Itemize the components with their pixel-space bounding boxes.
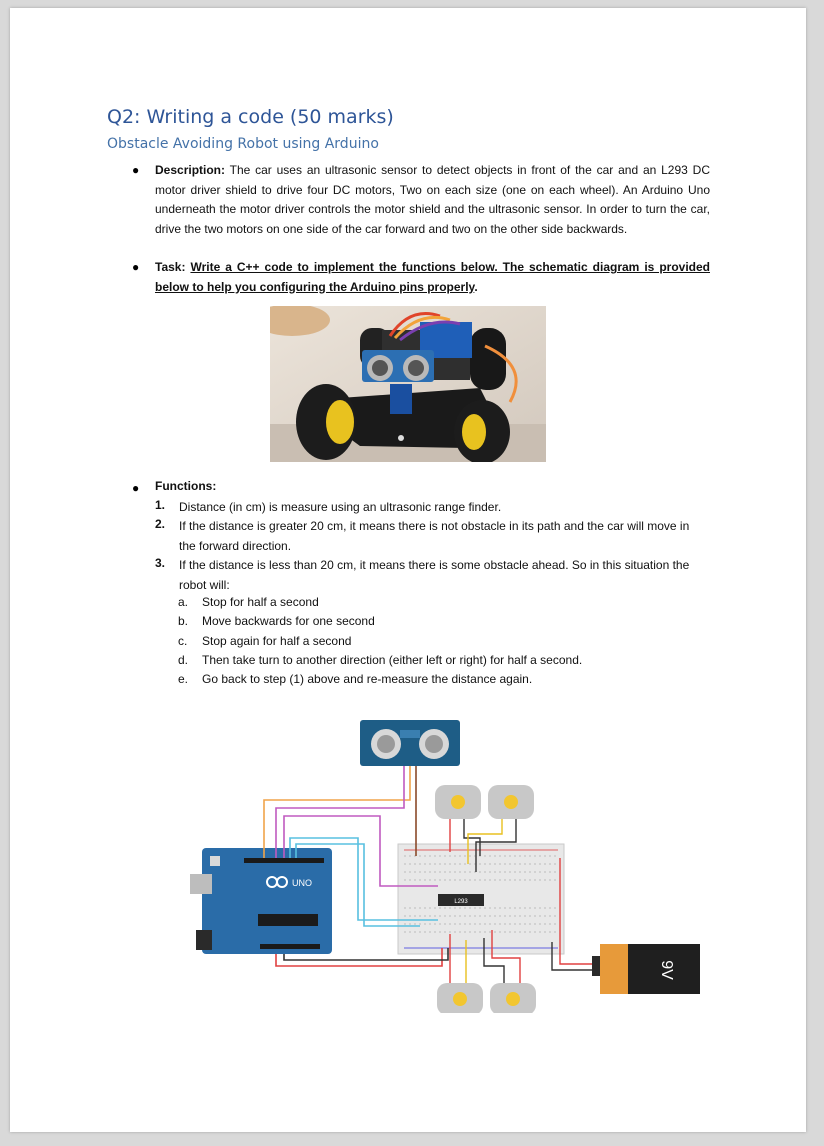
sub-letter: b. — [178, 614, 189, 628]
bullet-icon: ● — [132, 163, 140, 177]
sub-list-item — [178, 634, 351, 648]
dc-motor — [437, 983, 483, 1013]
list-number: 2. — [155, 517, 166, 531]
sub-text: Then take turn to another direction (either left or right) for half a second. — [202, 653, 583, 667]
task-paragraph: Task: Write a C++ code to implement the functions below. The schematic diagram is provided below to help you configuring the Arduino pins properly. — [155, 260, 710, 294]
circuit-schematic — [180, 708, 700, 1013]
sub-text: Move backwards for one second — [202, 614, 375, 628]
list-number: 1. — [155, 498, 166, 512]
sub-text: Stop again for half a second — [202, 634, 352, 648]
task-label: Task: — [155, 260, 186, 274]
sub-letter: e. — [178, 672, 189, 686]
bullet-icon: ● — [132, 481, 140, 495]
sub-list-item — [178, 614, 375, 628]
sub-list-item — [178, 653, 582, 667]
sub-list-item — [178, 595, 319, 609]
dc-motor — [435, 785, 481, 819]
battery — [592, 944, 700, 994]
robot-car-photo — [270, 306, 546, 462]
bullet-icon: ● — [132, 260, 140, 274]
sub-letter: a. — [178, 595, 189, 609]
sub-letter: d. — [178, 653, 189, 667]
description-label: Description: — [155, 163, 226, 177]
ultrasonic-sensor — [360, 720, 460, 766]
sub-text: Stop for half a second — [202, 595, 319, 609]
sub-text: Go back to step (1) above and re-measure the distance again. — [202, 672, 533, 686]
arduino-board — [190, 848, 332, 954]
breadboard — [398, 844, 564, 954]
task-text: Write a C++ code to implement the functions below. The schematic diagram is provided below to help you configuring the Arduino pins properly — [155, 260, 710, 294]
sub-list-item — [178, 672, 532, 686]
board-label: UNO — [292, 878, 312, 888]
description-text: The car uses an ultrasonic sensor to detect objects in front of the car and an L293 DC motor driver shield to drive four DC motors, Two on each size (one on each wheel). An Arduino Uno underneath the motor driver controls the motor shield and the ultrasonic sensor. In order to turn the car, drive the two motors on one side of the car forward and two on the other side backwards. — [155, 163, 710, 236]
dc-motor — [490, 983, 536, 1013]
question-title: Q2: Writing a code (50 marks) — [107, 106, 394, 128]
list-text: If the distance is less than 20 cm, it means there is some obstacle ahead. So in this situation the robot will: — [179, 558, 690, 592]
sub-letter: c. — [178, 634, 188, 648]
battery-label: 9V — [657, 960, 675, 980]
list-text: Distance (in cm) is measure using an ultrasonic range finder. — [179, 500, 502, 514]
dc-motor — [488, 785, 534, 819]
document-page — [10, 8, 806, 1132]
chip-label: L293 — [454, 899, 468, 905]
description-paragraph — [155, 161, 710, 239]
section-subtitle: Obstacle Avoiding Robot using Arduino — [107, 136, 379, 152]
list-number: 3. — [155, 556, 166, 570]
list-text: If the distance is greater 20 cm, it means there is not obstacle in its path and the car will move in the forward direction. — [179, 519, 690, 553]
functions-heading: Functions: — [155, 479, 217, 493]
